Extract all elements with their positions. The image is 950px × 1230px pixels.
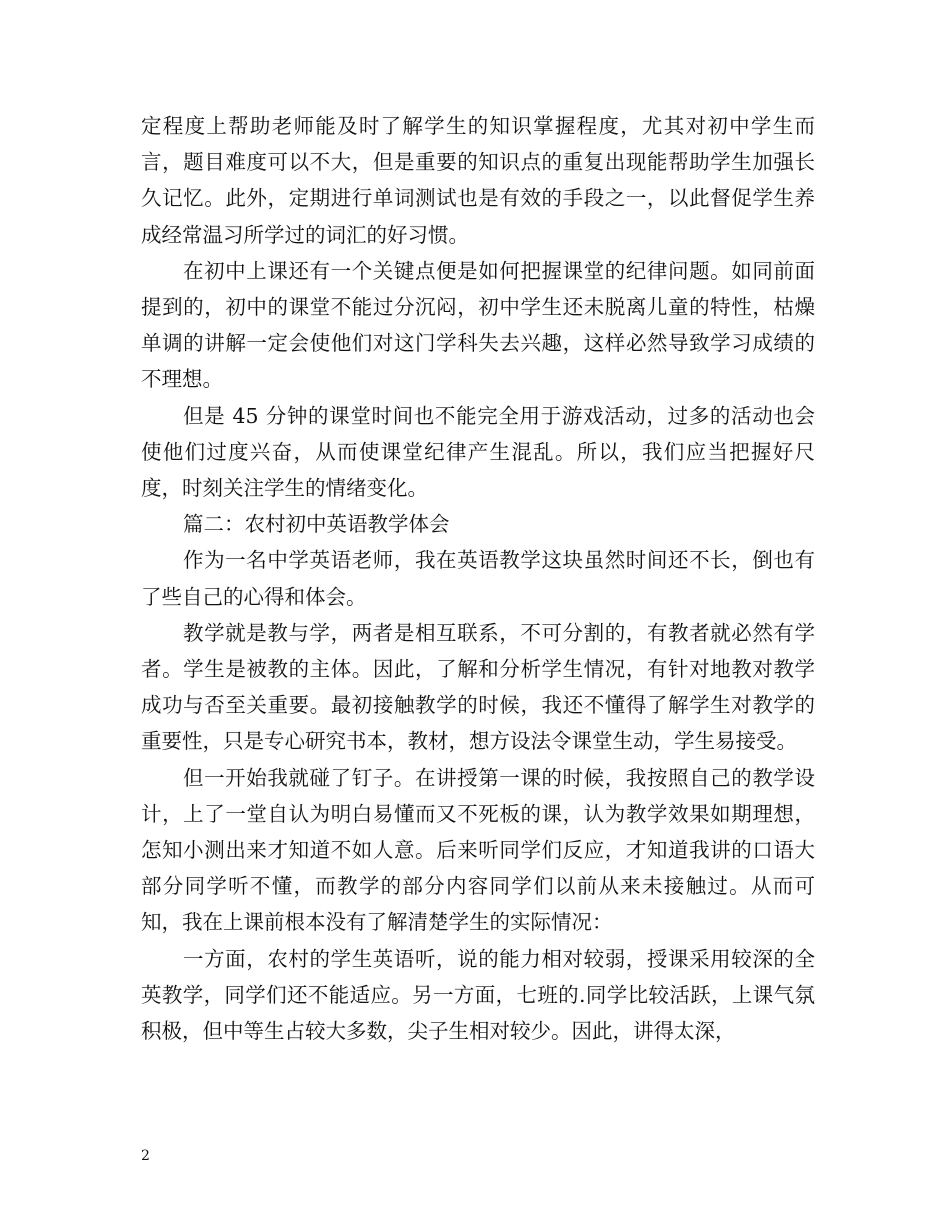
paragraph-5: 教学就是教与学，两者是相互联系，不可分割的，有教者就必然有学者。学生是被教的主体。因此，了解和分析学生情况，有针对地教对教学成功与否至关重要。最初接触教学的时候，我还不懂得了解学生对教学的重要性，只是专心研究书本，教材，想方设法令课堂生动，学生易接受。 — [141, 620, 815, 754]
paragraph-3: 但是 45 分钟的课堂时间也不能完全用于游戏活动，过多的活动也会使他们过度兴奋，从而使课堂纪律产生混乱。所以，我们应当把握好尺度，时刻关注学生的情绪变化。 — [141, 403, 815, 501]
paragraph-2: 在初中上课还有一个关键点便是如何把握课堂的纪律问题。如同前面提到的，初中的课堂不能过分沉闷，初中学生还未脱离儿童的特性，枯燥单调的讲解一定会使他们对这门学科失去兴趣，这样必然导致学习成绩的不理想。 — [141, 258, 815, 392]
paragraph-1: 定程度上帮助老师能及时了解学生的知识掌握程度，尤其对初中学生而言，题目难度可以不大，但是重要的知识点的重复出现能帮助学生加强长久记忆。此外，定期进行单词测试也是有效的手段之一，以此督促学生养成经常温习所学过的词汇的好习惯。 — [141, 114, 815, 247]
body-text — [141, 108, 815, 1049]
section-heading: 篇二：农村初中英语教学体会 — [183, 512, 450, 537]
paragraph-6: 但一开始我就碰了钉子。在讲授第一课的时候，我按照自己的教学设计，上了一堂自认为明白易懂而又不死板的课，认为教学效果如期理想，怎知小测出来才知道不如人意。后来听同学们反应，才知道我讲的口语大部分同学听不懂，而教学的部分内容同学们以前从来未接触过。从而可知，我在上课前根本没有了解清楚学生的实际情况： — [141, 765, 815, 935]
page-number: 2 — [141, 1148, 150, 1164]
paragraph-7: 一方面，农村的学生英语听，说的能力相对较弱，授课采用较深的全英教学，同学们还不能适应。另一方面，七班的.同学比较活跃，上课气氛积极，但中等生占较大多数，尖子生相对较少。因此，讲得太深， — [141, 946, 815, 1044]
paragraph-4: 作为一名中学英语老师，我在英语教学这块虽然时间还不长，倒也有了些自己的心得和体会。 — [141, 548, 815, 609]
